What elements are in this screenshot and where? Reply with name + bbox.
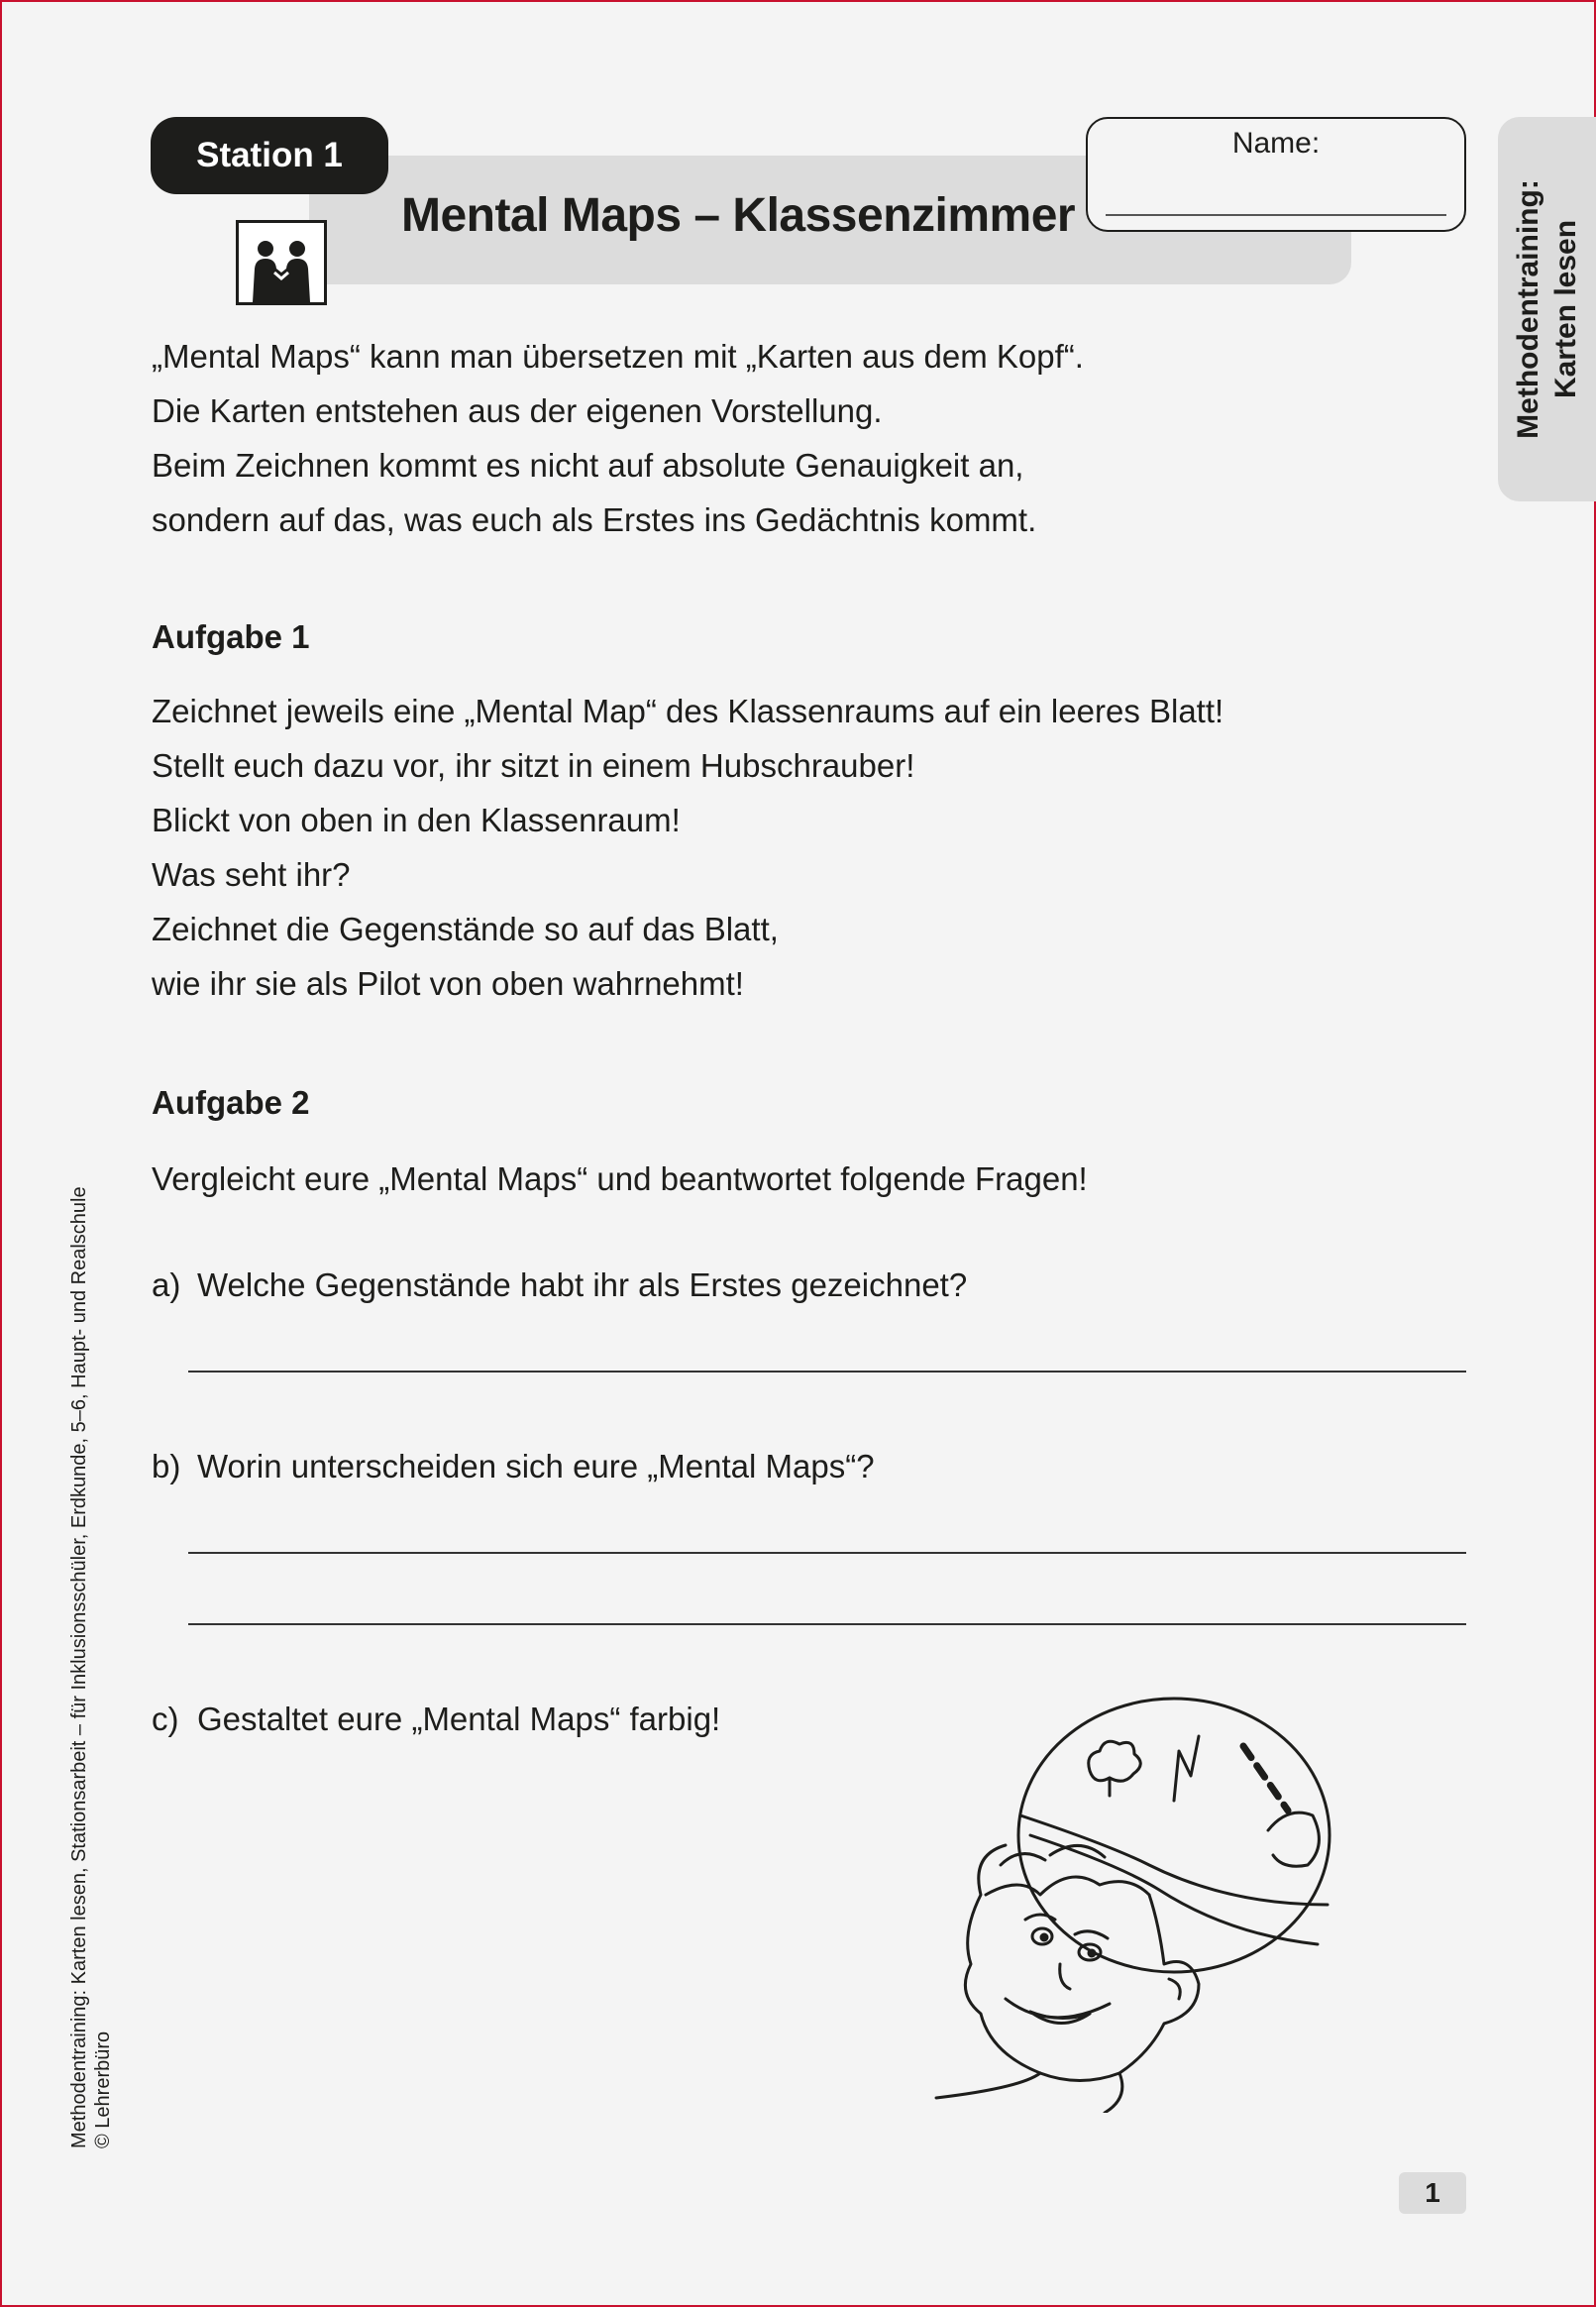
page-number: 1 xyxy=(1399,2172,1466,2214)
intro-line: Beim Zeichnen kommt es nicht auf absolute Genauigkeit an, xyxy=(152,447,1024,484)
side-tab-text xyxy=(1510,179,1585,439)
question-a xyxy=(152,1266,967,1304)
answer-line-b1[interactable] xyxy=(188,1552,1466,1554)
question-text: Gestaltet eure „Mental Maps“ farbig! xyxy=(197,1701,721,1737)
station-badge: Station 1 xyxy=(151,117,388,194)
copyright-footer xyxy=(67,1186,115,2148)
partner-work-icon xyxy=(236,220,327,305)
page-title: Mental Maps – Klassenzimmer xyxy=(401,189,1076,242)
name-label: Name: xyxy=(1231,127,1321,160)
footer-line2: © Lehrerbüro xyxy=(92,2031,114,2148)
side-tab-line2: Karten lesen xyxy=(1548,219,1582,399)
intro-line: Die Karten entstehen aus der eigenen Vorstellung. xyxy=(152,392,883,429)
side-tab xyxy=(1498,117,1596,501)
question-letter: c) xyxy=(152,1701,179,1737)
task1-line: Stellt euch dazu vor, ihr sitzt in einem Hubschrauber! xyxy=(152,747,915,784)
question-letter: a) xyxy=(152,1266,181,1303)
answer-line-a[interactable] xyxy=(188,1371,1466,1373)
intro-line: „Mental Maps“ kann man übersetzen mit „Karten aus dem Kopf“. xyxy=(152,338,1084,375)
task1-line: Zeichnet die Gegenstände so auf das Blatt, xyxy=(152,911,779,947)
intro-text xyxy=(152,329,1084,547)
question-text: Welche Gegenstände habt ihr als Erstes gezeichnet? xyxy=(197,1266,968,1303)
task2-intro-line: Vergleicht eure „Mental Maps“ und beantwortet folgende Fragen! xyxy=(152,1160,1088,1197)
boy-thinking-of-map-icon xyxy=(931,1697,1347,2118)
task1-line: Blickt von oben in den Klassenraum! xyxy=(152,802,681,838)
task1-text xyxy=(152,684,1224,1011)
side-tab-line1: Methodentraining: xyxy=(1511,179,1544,439)
task2-intro xyxy=(152,1152,1088,1206)
task1-line: Was seht ihr? xyxy=(152,856,351,893)
task2-heading: Aufgabe 2 xyxy=(152,1084,310,1121)
answer-line-b2[interactable] xyxy=(188,1623,1466,1625)
question-c xyxy=(152,1701,720,1738)
question-b xyxy=(152,1448,875,1485)
name-field[interactable] xyxy=(1086,117,1466,232)
task1-line: wie ihr sie als Pilot von oben wahrnehmt! xyxy=(152,965,744,1002)
task1-line: Zeichnet jeweils eine „Mental Map“ des Klassenraums auf ein leeres Blatt! xyxy=(152,693,1224,729)
intro-line: sondern auf das, was euch als Erstes ins Gedächtnis kommt. xyxy=(152,501,1037,538)
name-line xyxy=(1106,214,1446,216)
question-text: Worin unterscheiden sich eure „Mental Maps“? xyxy=(197,1448,875,1484)
question-letter: b) xyxy=(152,1448,181,1484)
task1-heading: Aufgabe 1 xyxy=(152,618,310,655)
footer-line1: Methodentraining: Karten lesen, Stationsarbeit – für Inklusionsschüler, Erdkunde, 5–6, Haupt- und Realschule xyxy=(68,1186,90,2148)
